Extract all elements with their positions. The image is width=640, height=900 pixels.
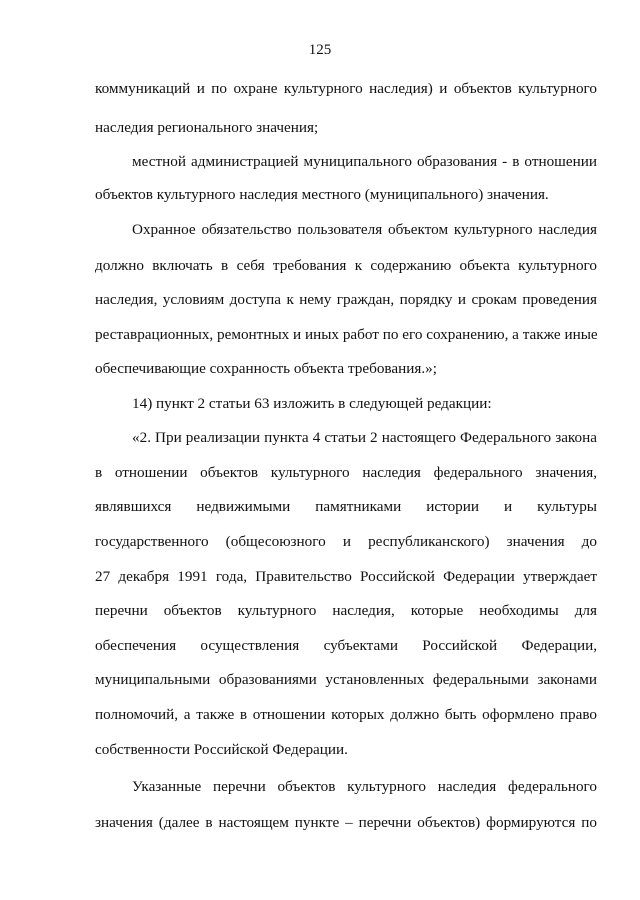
text-line: «2. При реализации пункта 4 статьи 2 настоящего Федерального закона [132, 429, 597, 446]
text-line: собственности Российской Федерации. [95, 741, 348, 758]
text-line: являвшихся недвижимыми памятниками истории и культуры [95, 498, 597, 515]
text-line: обеспечения осуществления субъектами Российской Федерации, [95, 637, 597, 654]
text-line: государственного (общесоюзного и республиканского) значения до [95, 533, 597, 550]
text-line: наследия, условиям доступа к нему граждан, порядку и срокам проведения [95, 291, 597, 308]
text-line: значения (далее в настоящем пункте – перечни объектов) формируются по [95, 814, 597, 831]
text-line: муниципальными образованиями установленных федеральными законами [95, 671, 597, 688]
text-line: должно включать в себя требования к содержанию объекта культурного [95, 257, 597, 274]
text-line: реставрационных, ремонтных и иных работ по его сохранению, а также иные [95, 326, 598, 343]
text-line: Охранное обязательство пользователя объектом культурного наследия [132, 221, 597, 238]
text-line: Указанные перечни объектов культурного наследия федерального [132, 778, 597, 795]
text-line: объектов культурного наследия местного (муниципального) значения. [95, 186, 549, 203]
text-line: наследия регионального значения; [95, 119, 319, 136]
text-line: 27 декабря 1991 года, Правительство Российской Федерации утверждает [95, 568, 597, 585]
page-number: 125 [308, 42, 332, 58]
text-line: коммуникаций и по охране культурного наследия) и объектов культурного [95, 80, 597, 97]
text-line: полномочий, а также в отношении которых должно быть оформлено право [95, 706, 597, 723]
text-line: перечни объектов культурного наследия, которые необходимы для [95, 602, 597, 619]
text-line: в отношении объектов культурного наследия федерального значения, [95, 464, 597, 481]
text-line: 14) пункт 2 статьи 63 изложить в следующей редакции: [132, 395, 492, 412]
text-line: обеспечивающие сохранность объекта требования.»; [95, 360, 437, 377]
text-line: местной администрацией муниципального образования - в отношении [132, 153, 597, 170]
